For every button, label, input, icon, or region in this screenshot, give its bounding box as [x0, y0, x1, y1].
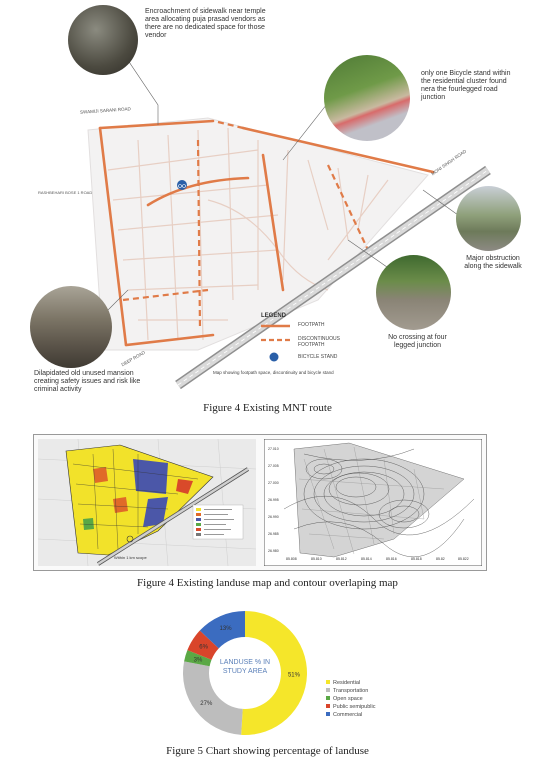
donut-legend-item — [326, 704, 376, 710]
road-label-west: RASHBEHARI BOSE 1 ROAD — [38, 190, 93, 195]
x-tick: 85.82 — [436, 557, 445, 561]
donut-value-label: 3% — [193, 657, 203, 664]
note-crossing: No crossing at four legged junction — [388, 334, 447, 349]
legend-swatch — [326, 696, 330, 700]
y-tick: 27.000 — [268, 481, 279, 485]
x-tick: 85.814 — [361, 557, 372, 561]
donut-legend-item — [326, 712, 362, 718]
donut-value-label: 51% — [287, 672, 300, 679]
photo-temple-vendors — [68, 5, 138, 75]
legend-swatch — [326, 680, 330, 684]
photo-junction — [376, 255, 451, 330]
photo-bicycle-stand — [324, 55, 410, 141]
figure-caption-mnt: Figure 4 Existing MNT route — [203, 402, 332, 414]
landuse-scale-label: Within 1 km scope — [114, 555, 147, 560]
landuse-contour-figure — [33, 434, 487, 571]
legend-swatch — [326, 688, 330, 692]
donut-value-label: 6% — [199, 644, 208, 651]
road-label-north: SWAMIJI SARANI ROAD — [79, 106, 131, 115]
legend-bicycle-stand: BICYCLE STAND — [298, 354, 338, 360]
legend-footpath: FOOTPATH — [298, 322, 325, 328]
legend-swatch — [326, 704, 330, 708]
legend-label: Residential — [333, 680, 361, 686]
note-encroachment: Encroachment of sidewalk near temple area allocating puja prasad vendors as there are no dedicated space for those vendor — [145, 8, 266, 39]
figure-caption-landuse: Figure 4 Existing landuse map and contour overlaping map — [137, 577, 398, 589]
y-tick: 26.985 — [268, 532, 279, 536]
contour-map — [264, 439, 482, 566]
legend-title: LEGEND — [261, 313, 287, 319]
legend-label: Commercial — [333, 712, 363, 718]
x-tick: 85.812 — [336, 557, 347, 561]
donut-legend-item — [326, 688, 368, 694]
y-tick: 26.990 — [268, 515, 279, 519]
x-tick: 85.816 — [386, 557, 397, 561]
y-tick: 26.980 — [268, 549, 279, 553]
x-tick: 85.822 — [458, 557, 469, 561]
legend-label: Open space — [333, 696, 363, 702]
map-caption: Map showing footpath space, discontinuity and bicycle stand — [213, 370, 334, 375]
legend-swatch — [326, 712, 330, 716]
legend-label: Public semipublic — [333, 704, 376, 710]
donut-value-label: 13% — [219, 626, 232, 633]
x-tick: 85.818 — [411, 557, 422, 561]
photo-obstruction — [456, 186, 521, 251]
road-label-south: DEEP ROAD — [120, 349, 146, 368]
note-bicycle: only one Bicycle stand within the residential cluster found nera the fourlegged road junction — [421, 70, 511, 101]
mnt-route-figure — [28, 0, 523, 395]
contour-x-axis — [286, 557, 476, 563]
legend-discontinuous: DISCONTINUOUS FOOTPATH — [298, 336, 340, 348]
photo-mansion — [30, 286, 112, 368]
landuse-map — [38, 439, 256, 566]
figure-caption-donut: Figure 5 Chart showing percentage of landuse — [166, 745, 369, 757]
road-label-northeast: MONI SINGH ROAD — [430, 148, 468, 177]
donut-center-label: LANDUSE % IN STUDY AREA — [219, 659, 271, 675]
donut-legend — [326, 680, 400, 730]
note-mansion: Dilapidated old unused mansion creating safety issues and risk like criminal activity — [34, 370, 141, 393]
donut-value-label: 27% — [200, 701, 213, 708]
y-tick: 27.010 — [268, 447, 279, 451]
y-tick: 26.995 — [268, 498, 279, 502]
x-tick: 85.810 — [311, 557, 322, 561]
y-tick: 27.005 — [268, 464, 279, 468]
donut-legend-item — [326, 696, 363, 702]
donut-legend-item — [326, 680, 360, 686]
contour-y-axis — [268, 447, 288, 557]
legend-label: Transportation — [333, 688, 369, 694]
landuse-donut-figure — [170, 608, 400, 738]
note-obstruction: Major obstruction along the sidewalk — [464, 255, 522, 270]
x-tick: 85.808 — [286, 557, 297, 561]
